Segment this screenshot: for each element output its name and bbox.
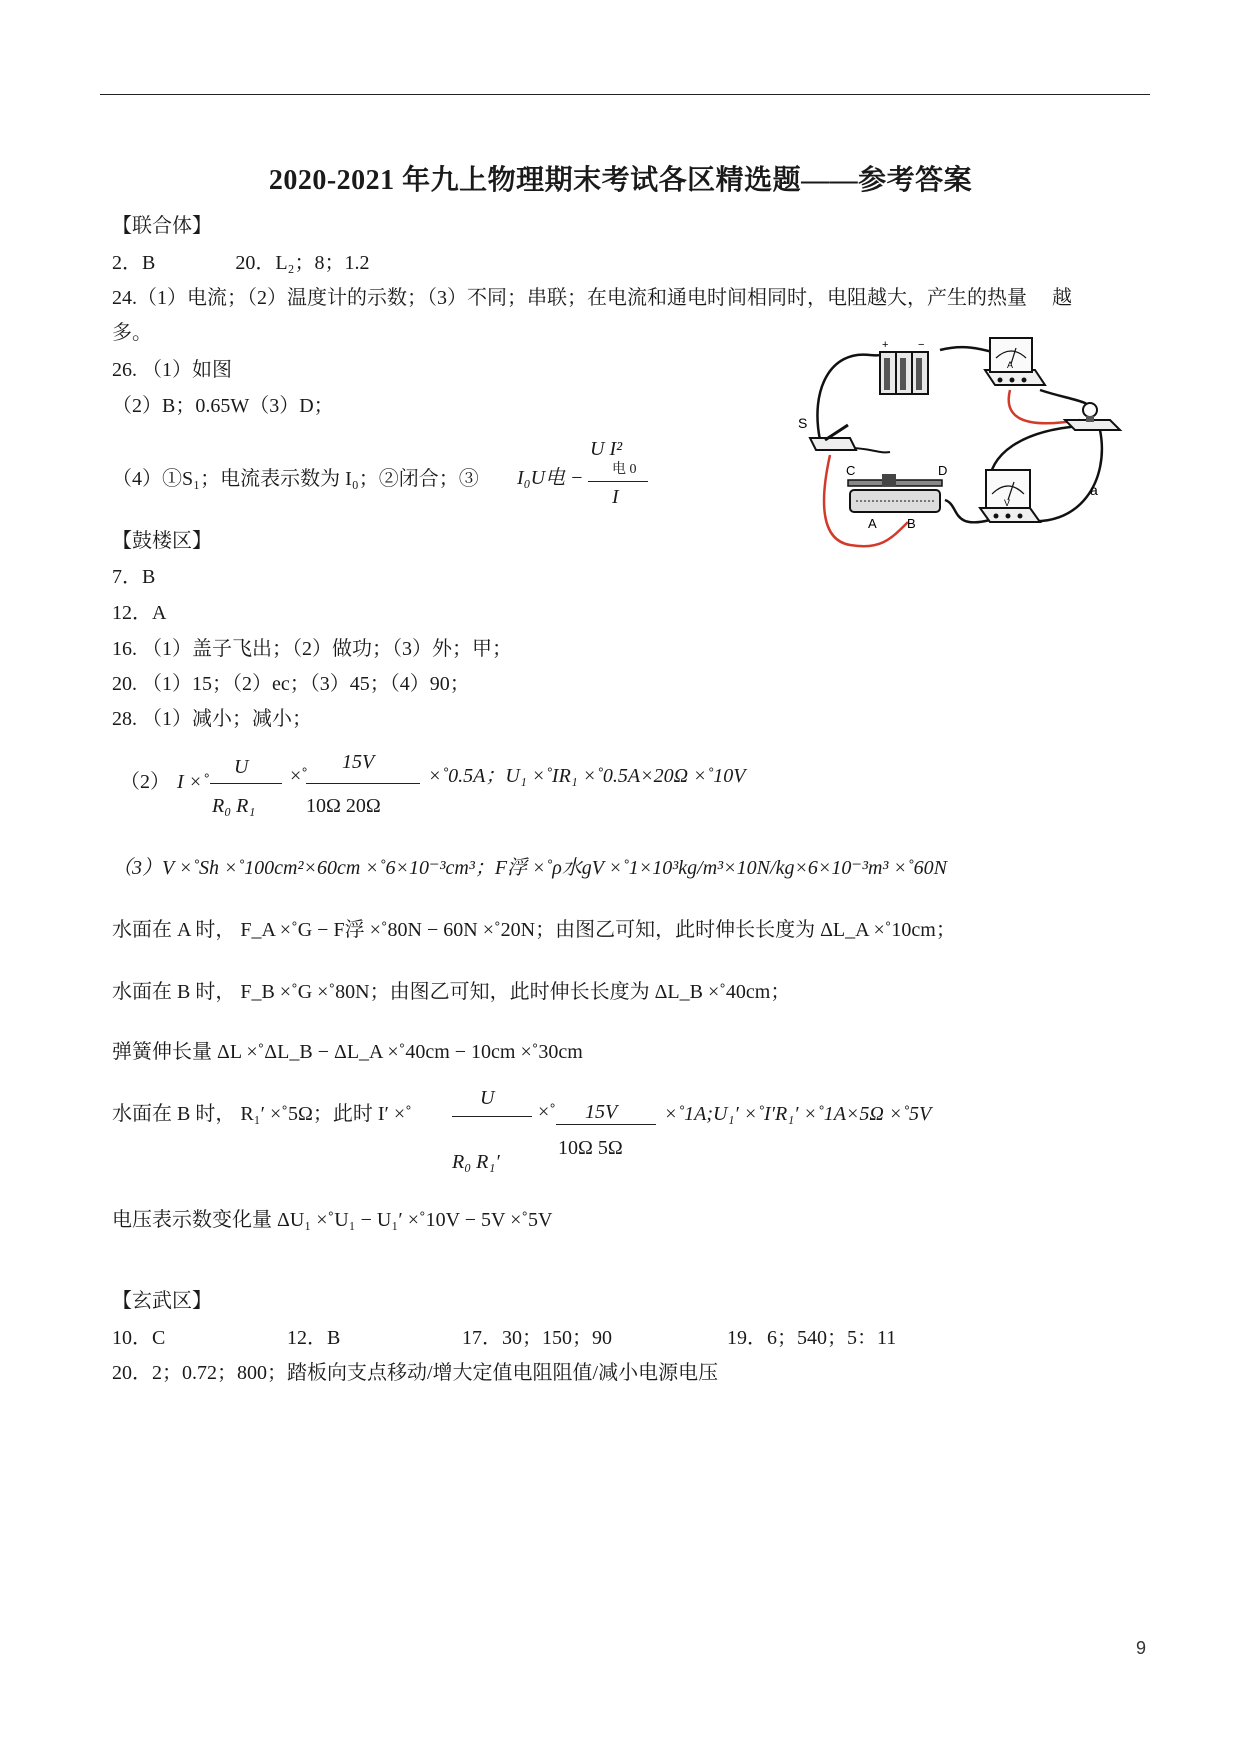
fraction-bar [452,1116,532,1117]
eq5: 水面在 B 时， F_B ×˚G ×˚80N；由图乙可知，此时伸长长度为 ΔL_B ×˚40cm； [112,981,791,1003]
formula-numerator-sub: 电 0 [612,462,637,477]
battery-icon [880,339,928,394]
switch-label: S [798,415,808,431]
voltmeter-icon [980,470,1040,522]
answer-item: 19．6；540；5：11 [727,1327,897,1349]
rheostat-icon [846,463,947,531]
eq2-label: （2） [120,771,170,793]
eq2-num2: 15V [342,751,375,773]
answer-item: 10．C [112,1327,166,1349]
battery-minus-label: − [918,339,925,351]
eq3: （3）V ×˚Sh ×˚100cm²×60cm ×˚6×10⁻³cm³；F浮 ×˚ρ水gV ×˚1×10³kg/m³×10N/kg×6×10⁻³m³ ×˚60N [112,857,947,879]
lamp-icon [1065,403,1120,430]
eq2-num1: U [234,756,249,778]
terminal-B-label: B [907,516,916,531]
answer-item: 12．B [287,1327,341,1349]
formula-denominator: I [612,486,619,508]
ammeter-label: A [1007,360,1014,370]
terminal-A-label: A [868,516,877,531]
page-title: 2020-2021 年九上物理期末考试各区精选题——参考答案 [268,165,973,196]
eq4: 水面在 A 时， F_A ×˚G − F浮 ×˚80N − 60N ×˚20N；由图乙可知，此时伸长长度为 ΔL_A ×˚10cm； [112,919,956,941]
eq7-prefix: 水面在 B 时， R₁′ ×˚5Ω；此时 I′ ×˚ [112,1103,412,1125]
answer-line: 20. （1）15；（2）ec；（3）45；（4）90； [112,673,470,695]
section-heading-xuanwu: 【玄武区】 [112,1290,212,1312]
answer-line: 28. （1）减小；减小； [112,708,312,730]
fraction-bar [306,783,420,784]
answer-line: 26. （1）如图 [112,359,232,381]
formula-main: I₀U电 − [517,467,584,489]
switch-icon [798,415,856,450]
wire-a-label: a [1090,482,1098,498]
eq7-den2: 10Ω 5Ω [558,1137,623,1159]
answer-line: （4）①S₁；电流表示数为 I₀；②闭合；③ [112,468,479,490]
fraction-bar [210,783,282,784]
terminal-C-label: C [846,463,856,478]
eq2-rest: ×˚0.5A；U₁ ×˚IR₁ ×˚0.5A×20Ω ×˚10V [428,765,746,787]
header-rule [100,94,1150,95]
eq6: 弹簧伸长量 ΔL ×˚ΔL_B − ΔL_A ×˚40cm − 10cm ×˚30cm [112,1041,583,1063]
battery-plus-label: + [882,339,889,351]
eq2-den2: 10Ω 20Ω [306,795,381,817]
circuit-diagram [790,330,1130,560]
eq2-lhs: I ×˚ [177,771,209,793]
section-heading-lianheti: 【联合体】 [112,215,212,237]
answer-line: 多。 [112,322,152,344]
eq2-den1: R₀ R₁ [212,795,256,817]
answer-line: 20．2；0.72；800；踏板向支点移动/增大定值电阻阻值/减小电源电压 [112,1362,719,1384]
eq7-mid: ×˚ [538,1101,556,1123]
fraction-bar [556,1124,656,1125]
terminal-D-label: D [938,463,948,478]
eq2-mid: ×˚ [290,765,308,787]
formula-numerator: U I² [590,438,623,460]
ammeter-icon [985,338,1045,385]
voltmeter-label: V [1004,498,1011,508]
answer-line: 2．B 20．L₂；8；1.2 [112,252,370,274]
eq7-num2: 15V [585,1101,618,1123]
eq7-rest: ×˚1A;U₁′ ×˚I′R₁′ ×˚1A×5Ω ×˚5V [664,1103,932,1125]
answer-line: （2）B；0.65W（3）D； [112,395,334,417]
eq8: 电压表示数变化量 ΔU₁ ×˚U₁ − U₁′ ×˚10V − 5V ×˚5V [112,1209,553,1231]
eq7-den1: R₀ R₁′ [452,1151,500,1173]
answer-line: 24.（1）电流；（2）温度计的示数；（3）不同；串联；在电流和通电时间相同时，电阻越大，产生的热量 越 [112,287,1072,309]
fraction-bar [588,481,648,482]
section-heading-gulou: 【鼓楼区】 [112,530,212,552]
answer-line: 12．A [112,602,167,624]
answer-item: 17．30；150；90 [462,1327,612,1349]
eq7-num1: U [480,1087,495,1109]
answer-line: 16. （1）盖子飞出；（2）做功；（3）外；甲； [112,638,512,660]
page-number: 9 [1136,1638,1147,1658]
answer-line: 7．B [112,566,156,588]
